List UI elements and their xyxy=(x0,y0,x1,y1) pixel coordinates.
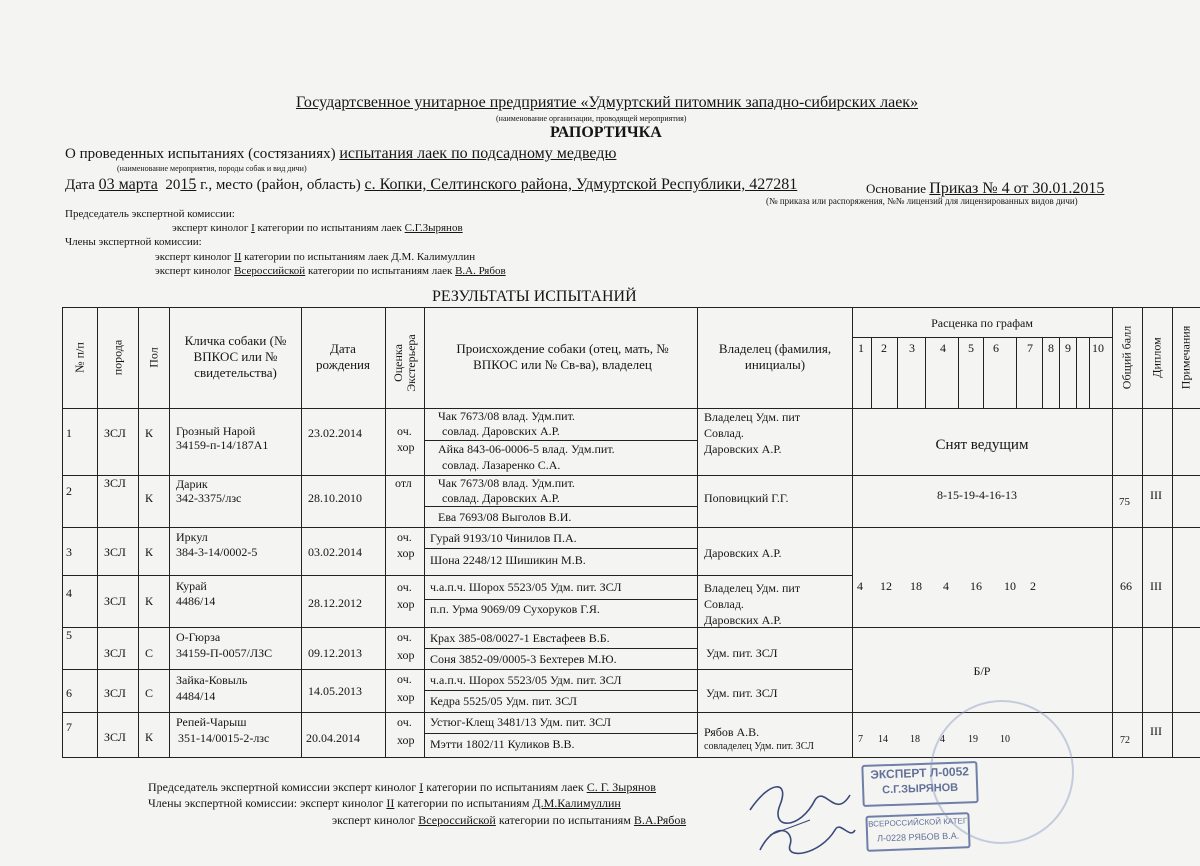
row5-owner1: Удм. пит. ЗСЛ xyxy=(706,646,778,660)
row6-name2: 4484/14 xyxy=(176,689,216,703)
row5-breed: ЗСЛ xyxy=(104,646,126,660)
row5-father: Крах 385-08/0027-1 Евстафеев В.Б. xyxy=(430,631,610,645)
row4-grade-5: 16 xyxy=(970,579,982,593)
members-label: Члены экспертной комиссии: xyxy=(65,236,202,248)
row4-ext2: хор xyxy=(397,597,415,611)
footer-member2-name: В.А.Рябов xyxy=(633,813,687,827)
row5-name1: О-Гюрза xyxy=(176,630,221,644)
row7-grade-1: 7 xyxy=(858,734,863,745)
row2-father: Чак 7673/08 влад. Удм.пит. xyxy=(438,476,575,490)
date-day: 03 марта xyxy=(98,176,158,193)
chair-pre: эксперт кинолог xyxy=(172,222,249,234)
chair-label: Председатель экспертной комиссии: xyxy=(65,208,235,220)
basis-note: (№ приказа или распоряжения, №№ лицензий для лицензированных видов дичи) xyxy=(766,196,1078,206)
row3-name2: 384-3-14/0002-5 xyxy=(176,545,258,559)
event-note: (наименование мероприятия, породы собак и вид дичи) xyxy=(117,164,307,173)
chair-line xyxy=(172,222,463,234)
row4-name2: 4486/14 xyxy=(176,594,216,608)
row1-owner2: Совлад. xyxy=(704,426,744,440)
col-num-header: № п/п xyxy=(72,342,87,373)
row3-father: Гурай 9193/10 Чинилов П.А. xyxy=(430,531,577,545)
row3-mother: Шона 2248/12 Шишикин М.В. xyxy=(430,553,586,567)
col-notes-header: Примечания xyxy=(1178,325,1193,390)
row7-sex: К xyxy=(145,730,154,744)
row7-father: Устюг-Клещ 3481/13 Удм. пит. ЗСЛ xyxy=(430,715,611,729)
footer-member2-mid: категории по испытаниям xyxy=(498,813,631,827)
row2-owner1: Поповицкий Г.Г. xyxy=(704,491,789,505)
row4-father: ч.а.п.ч. Шорох 5523/05 Удм. пит. ЗСЛ xyxy=(430,580,622,594)
grade-number-3: 3 xyxy=(909,341,915,355)
member2-name: В.А. Рябов xyxy=(455,265,506,277)
row5-ext2: хор xyxy=(397,648,415,662)
event-value: испытания лаек по подсадному медведю xyxy=(339,145,617,162)
member1-line xyxy=(155,251,475,263)
row4-birth: 28.12.2012 xyxy=(308,596,362,610)
date-line xyxy=(65,176,797,194)
organization-note: (наименование организации, проводящей мероприятия) xyxy=(496,114,687,123)
footer-member1-line xyxy=(148,796,621,811)
row1-father: Чак 7673/08 влад. Удм.пит. xyxy=(438,409,575,423)
row5-birth: 09.12.2013 xyxy=(308,646,362,660)
document-title: РАПОРТИЧКА xyxy=(550,124,662,141)
basis-value: Приказ № 4 от 30.01.2015 xyxy=(929,180,1105,197)
row4-grade-4: 4 xyxy=(943,579,949,593)
grade-number-5: 5 xyxy=(968,341,974,355)
row6-father: ч.а.п.ч. Шорох 5523/05 Удм. пит. ЗСЛ xyxy=(430,673,622,687)
row7-ext1: оч. xyxy=(397,715,412,729)
row7-num: 7 xyxy=(66,720,72,734)
row3-owner1: Даровских А.Р. xyxy=(704,546,782,560)
row7-owner1: Рябов А.В. xyxy=(704,725,760,739)
col-exterior-header: Оценка Экстерьера xyxy=(391,334,418,392)
row4-grade-6: 10 xyxy=(1004,579,1016,593)
row3-breed: ЗСЛ xyxy=(104,545,126,559)
row4-owner1: Владелец Удм. пит xyxy=(704,581,801,595)
row1-ext2: хор xyxy=(397,440,415,454)
row2-sex: К xyxy=(145,491,154,505)
row3-name1: Иркул xyxy=(176,530,208,544)
footer-chair-line xyxy=(148,780,656,795)
row7-mother: Мэтти 1802/11 Куликов В.В. xyxy=(430,737,575,751)
row5-sex: С xyxy=(145,646,154,660)
grade-number-10: 10 xyxy=(1092,341,1104,355)
row1-mother2: совлад. Лазаренко С.А. xyxy=(442,458,561,472)
row4-num: 4 xyxy=(66,586,72,600)
grade-number-7: 7 xyxy=(1027,341,1033,355)
chair-name: С.Г.Зырянов xyxy=(404,222,463,234)
row1-sex: К xyxy=(145,426,154,440)
row6-owner1: Удм. пит. ЗСЛ xyxy=(706,686,778,700)
row2-num: 2 xyxy=(66,484,72,498)
row7-grade-2: 14 xyxy=(878,734,888,745)
row4-sex: К xyxy=(145,594,154,608)
row1-num: 1 xyxy=(66,426,72,440)
footer-member1-mid: категории по испытаниям xyxy=(397,796,530,810)
row4-owner3: Даровских А.Р. xyxy=(704,613,782,627)
row1-owner3: Даровских А.Р. xyxy=(704,442,782,456)
row1-mother: Айка 843-06-0006-5 влад. Удм.пит. xyxy=(438,442,615,456)
row6-ext1: оч. xyxy=(397,672,412,686)
row2-diploma: III xyxy=(1150,488,1162,502)
col-name-header: Кличка собаки (№ ВПКОС или № свидетельства) xyxy=(184,333,287,380)
row2-name1: Дарик xyxy=(176,477,208,491)
row5-6-result: Б/Р xyxy=(973,664,991,678)
row2-total: 75 xyxy=(1119,496,1130,508)
stamp2-line1: ВСЕРОССИЙСКОЙ КАТЕГ xyxy=(867,816,968,829)
footer-chair-name: С. Г. Зырянов xyxy=(586,780,656,794)
row5-mother: Соня 3852-09/0005-3 Бехтерев М.Ю. xyxy=(430,652,617,666)
row4-grade-1: 4 xyxy=(857,579,863,593)
grade-number-1: 1 xyxy=(858,341,864,355)
row1-result: Снят ведущим xyxy=(935,437,1029,453)
date-year: 15 xyxy=(180,176,197,193)
row7-grade-3: 18 xyxy=(910,734,920,745)
col-breed-header: порода xyxy=(110,339,125,376)
footer-member2-category: Всероссийской xyxy=(418,813,496,827)
stamp1-line1: ЭКСПЕРТ Л-0052 xyxy=(870,764,970,782)
member2-line xyxy=(155,265,506,277)
row7-name1: Репей-Чарыш xyxy=(176,715,247,729)
col-total-header: Общий балл xyxy=(1119,325,1134,390)
row4-grade-7: 2 xyxy=(1030,579,1036,593)
row6-name1: Зайка-Ковыль xyxy=(176,673,248,687)
row4-ext1: оч. xyxy=(397,580,412,594)
member1-category: II xyxy=(234,251,242,263)
row7-grade-4: 4 xyxy=(940,734,945,745)
row7-breed: ЗСЛ xyxy=(104,730,126,744)
grade-number-4: 4 xyxy=(940,341,946,355)
row3-ext2: хор xyxy=(397,546,415,560)
row5-name2: 34159-П-0057/ЛЗС xyxy=(176,646,273,660)
row7-birth: 20.04.2014 xyxy=(306,731,360,745)
col-origin-header: Происхождение собаки (отец, мать, № ВПКОС или № Св-ва), владелец xyxy=(456,341,669,372)
member2-mid: категории по испытаниям лаек xyxy=(307,265,453,277)
footer-member1-name: Д.М.Калимуллин xyxy=(532,796,621,810)
date-label: Дата xyxy=(65,177,95,193)
grade-number-9: 9 xyxy=(1065,341,1071,355)
date-suffix: г., место (район, область) xyxy=(200,177,361,193)
grade-number-6: 6 xyxy=(993,341,999,355)
stamp2-line2: Л-0228 РЯБОВ В.А. xyxy=(876,830,960,844)
row4-breed: ЗСЛ xyxy=(104,594,126,608)
row3-sex: К xyxy=(145,545,154,559)
footer-member1-category: II xyxy=(386,796,395,810)
row3-ext1: оч. xyxy=(397,530,412,544)
row1-birth: 23.02.2014 xyxy=(308,426,362,440)
row6-ext2: хор xyxy=(397,690,415,704)
footer-member2-line xyxy=(332,813,686,828)
footer-chair-pre: Председатель экспертной комиссии эксперт кинолог xyxy=(148,780,417,794)
row6-birth: 14.05.2013 xyxy=(308,684,362,698)
row7-diploma: III xyxy=(1150,724,1162,738)
footer-chair-category: I xyxy=(419,780,424,794)
row4-owner2: Совлад. xyxy=(704,597,744,611)
col-owner-header: Владелец (фамилия, инициалы) xyxy=(718,341,832,372)
col-diploma-header: Диплом xyxy=(1149,337,1164,378)
grade-number-2: 2 xyxy=(881,341,887,355)
member2-category: Всероссийской xyxy=(234,265,306,277)
row1-father2: совлад. Даровских А.Р. xyxy=(442,424,560,438)
date-year-prefix: 20 xyxy=(165,177,181,193)
row1-name1: Грозный Нарой xyxy=(176,424,256,438)
row7-total: 72 xyxy=(1120,735,1130,746)
row4-grade-3: 18 xyxy=(910,579,922,593)
row6-breed: ЗСЛ xyxy=(104,686,126,700)
footer-members-pre: Члены экспертной комиссии: эксперт кинолог xyxy=(148,796,384,810)
row4-grade-2: 12 xyxy=(880,579,892,593)
row6-sex: С xyxy=(145,686,154,700)
results-title: РЕЗУЛЬТАТЫ ИСПЫТАНИЙ xyxy=(432,288,637,305)
row7-owner2: совладелец Удм. пит. ЗСЛ xyxy=(704,741,814,752)
organization-name: Государтсвенное унитарное предприятие «Удмуртский питомник западно-сибирских лаек» xyxy=(296,94,919,111)
member2-pre: эксперт кинолог xyxy=(155,265,232,277)
row2-ext1: отл xyxy=(395,476,412,490)
row3-birth: 03.02.2014 xyxy=(308,545,362,559)
row7-ext2: хор xyxy=(397,733,415,747)
row7-name2: 351-14/0015-2-лзс xyxy=(178,731,270,745)
row4-name1: Курай xyxy=(176,579,207,593)
row4-diploma: III xyxy=(1150,579,1162,593)
chair-mid: категории по испытаниям лаек xyxy=(257,222,402,234)
row5-ext1: оч. xyxy=(397,630,412,644)
col-grades-header: Расценка по графам xyxy=(931,316,1033,330)
row6-num: 6 xyxy=(66,686,72,700)
row4-total: 66 xyxy=(1120,579,1132,593)
col-birth-header: Дата рождения xyxy=(316,341,370,372)
row4-mother: п.п. Урма 9069/09 Сухоруков Г.Я. xyxy=(430,602,600,616)
member1-mid: категории по испытаниям лаек Д.М. Калимуллин xyxy=(244,251,476,263)
chair-category: I xyxy=(251,222,255,234)
row2-birth: 28.10.2010 xyxy=(308,491,362,505)
row6-mother: Кедра 5525/05 Удм. пит. ЗСЛ xyxy=(430,694,578,708)
row1-breed: ЗСЛ xyxy=(104,426,126,440)
row1-name2: 34159-п-14/187А1 xyxy=(176,438,269,452)
col-sex-header: Пол xyxy=(146,347,161,368)
footer-chair-mid: категории по испытаниям лаек xyxy=(426,780,584,794)
row2-result: 8-15-19-4-16-13 xyxy=(937,488,1017,502)
basis-label: Основание xyxy=(866,181,927,196)
row2-breed: ЗСЛ xyxy=(104,476,126,490)
row1-ext1: оч. xyxy=(397,424,412,438)
round-seal xyxy=(930,700,1074,844)
signature-scribble xyxy=(740,760,860,860)
row7-grade-5: 19 xyxy=(968,734,978,745)
place-value: с. Копки, Селтинского района, Удмуртской Республики, 427281 xyxy=(364,176,798,193)
member1-pre: эксперт кинолог xyxy=(155,251,232,263)
row7-grade-6: 10 xyxy=(1000,734,1010,745)
row2-mother: Ева 7693/08 Выголов В.И. xyxy=(438,510,572,524)
row3-num: 3 xyxy=(66,545,72,559)
event-line xyxy=(65,145,616,163)
event-prefix: О проведенных испытаниях (состязаниях) xyxy=(65,146,336,162)
row1-owner1: Владелец Удм. пит xyxy=(704,410,801,424)
row2-name2: 342-3375/лзс xyxy=(176,491,242,505)
row5-num: 5 xyxy=(66,628,72,642)
stamp1-line2: С.Г.ЗЫРЯНОВ xyxy=(881,781,959,797)
row2-father2: совлад. Даровских А.Р. xyxy=(442,491,560,505)
grade-number-8: 8 xyxy=(1048,341,1054,355)
footer-member2-pre: эксперт кинолог xyxy=(332,813,416,827)
